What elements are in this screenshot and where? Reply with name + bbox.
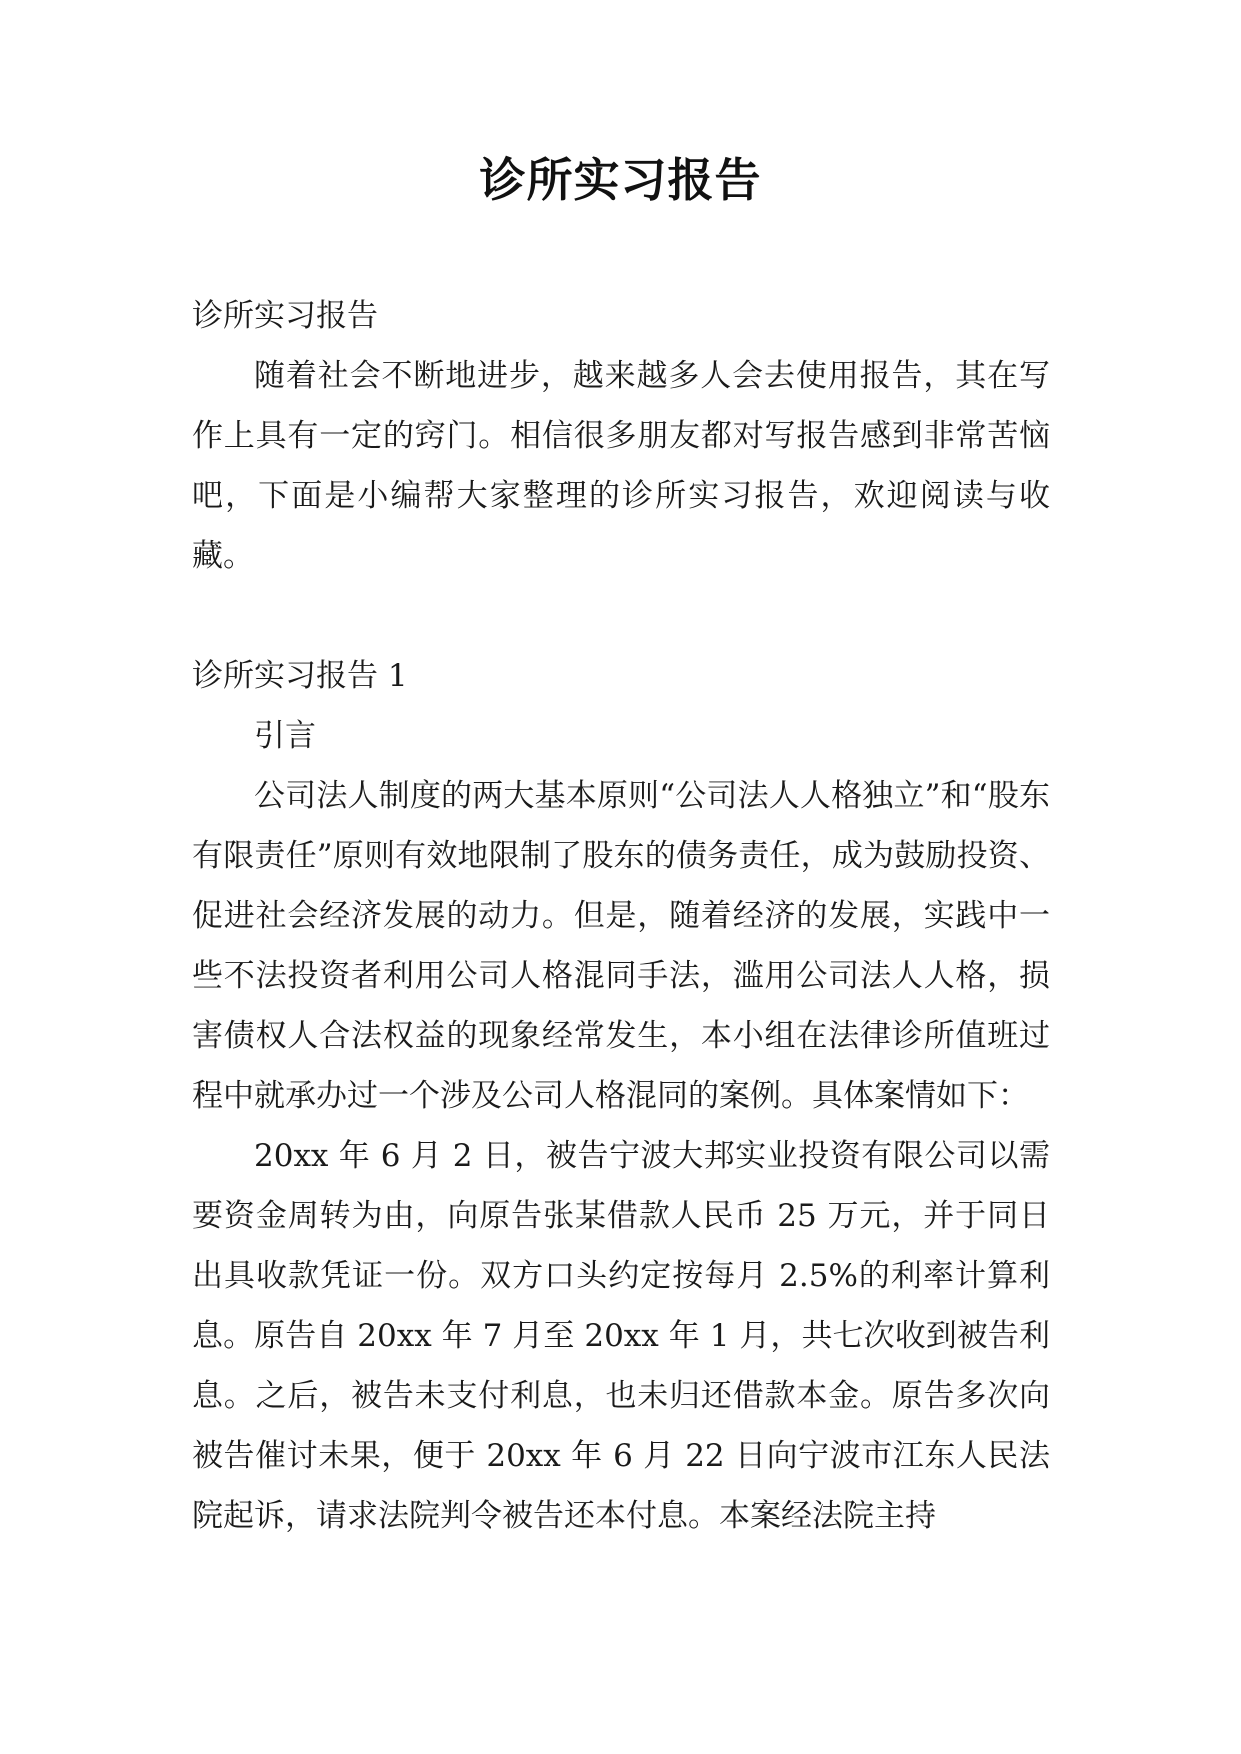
body-paragraph: 公司法人制度的两大基本原则“公司法人人格独立”和“股东有限责任”原则有效地限制了股东的债务责任，成为鼓励投资、促进社会经济发展的动力。但是，随着经济的发展，实践中一些不法投资者利用公司人格混同手法，滥用公司法人人格，损害债权人合法权益的现象经常发生，本小组在法律诊所值班过程中就承办过一个涉及公司人格混同的案例。具体案情如下： — [192, 778, 1050, 1114]
document-title: 诊所实习报告 — [479, 153, 762, 207]
intro-heading: 诊所实习报告 — [192, 298, 378, 334]
paragraph-gap — [192, 586, 1050, 646]
intro-paragraph: 随着社会不断地进步，越来越多人会去使用报告，其在写作上具有一定的窍门。相信很多朋友都对写报告感到非常苦恼吧，下面是小编帮大家整理的诊所实习报告，欢迎阅读与收藏。 — [192, 358, 1050, 574]
body-paragraph: 20xx 年 6 月 2 日，被告宁波大邦实业投资有限公司以需要资金周转为由，向原告张某借款人民币 25 万元，并于同日出具收款凭证一份。双方口头约定按每月 2.5%的利率计算利息。原告自 20xx 年 7 月至 20xx 年 1 月，共七次收到被告利息。之后，被告未支付利息，也未归还借款本金。原告多次向被告催讨未果，便于 20xx 年 6 月 22 日向宁波市江东人民法院起诉，请求法院判令被告还本付息。本案经法院主持 — [192, 1138, 1050, 1534]
section-heading: 诊所实习报告 1 — [192, 658, 408, 694]
section-subheading: 引言 — [254, 718, 316, 754]
document-body — [192, 286, 1050, 1546]
